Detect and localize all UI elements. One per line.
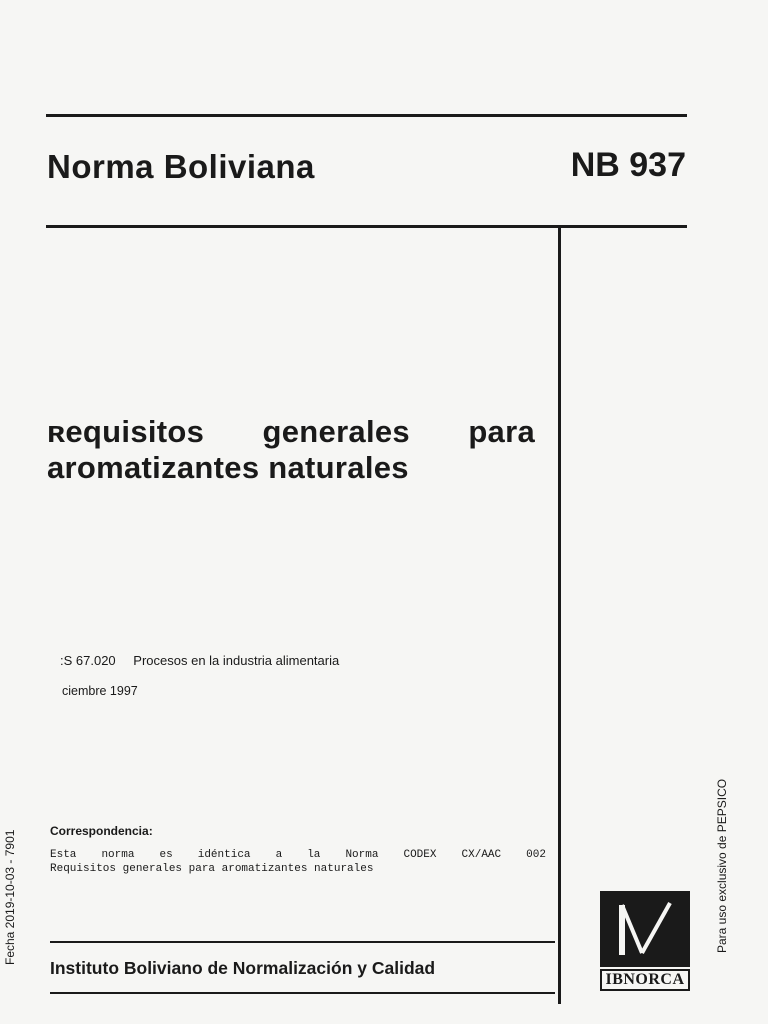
institute-name: Instituto Boliviano de Normalización y Calidad (50, 958, 436, 978)
publication-date: ciembre 1997 (62, 684, 138, 698)
ibnorca-mark-icon (600, 891, 690, 967)
ics-classification (60, 653, 339, 668)
corr-word: Esta (50, 849, 77, 861)
norm-number: NB 937 (570, 146, 686, 184)
norm-title: Norma Boliviana (47, 148, 315, 185)
exclusive-use-note: Para uso exclusivo de PEPSICO (715, 778, 729, 953)
correspondence-line-1 (50, 848, 546, 862)
corr-word: es (159, 849, 173, 861)
vertical-rule (558, 228, 561, 1004)
title-word: para (468, 414, 535, 449)
ics-code: :S 67.020 (60, 653, 116, 668)
corr-word: CODEX (403, 849, 437, 861)
footer-top-rule (50, 941, 555, 943)
corr-word: a (275, 849, 283, 861)
document-title-line-1 (47, 414, 535, 450)
ibnorca-wordmark: IBNORCA (600, 969, 690, 991)
footer-bottom-rule (50, 992, 555, 994)
correspondence-text (50, 848, 546, 876)
date-stamp-note: Fecha 2019-10-03 - 7901 (3, 829, 17, 965)
corr-word: norma (101, 849, 135, 861)
corr-word: la (307, 849, 321, 861)
document-title-line-2: aromatizantes naturales (47, 450, 409, 485)
title-word: ʀequisitos (47, 414, 205, 449)
ibnorca-logo (600, 891, 690, 993)
document-title (47, 414, 535, 486)
corr-word: Norma (345, 849, 379, 861)
top-rule (46, 114, 687, 117)
header-bottom-rule (46, 225, 687, 228)
correspondence-label: Correspondencia: (50, 824, 153, 838)
ics-description: Procesos en la industria alimentaria (133, 653, 340, 668)
corr-word: 002 (526, 849, 546, 861)
correspondence-line-2: Requisitos generales para aromatizantes naturales (50, 863, 374, 875)
corr-word: CX/AAC (461, 849, 502, 861)
corr-word: idéntica (197, 849, 251, 861)
title-word: generales (262, 414, 410, 449)
